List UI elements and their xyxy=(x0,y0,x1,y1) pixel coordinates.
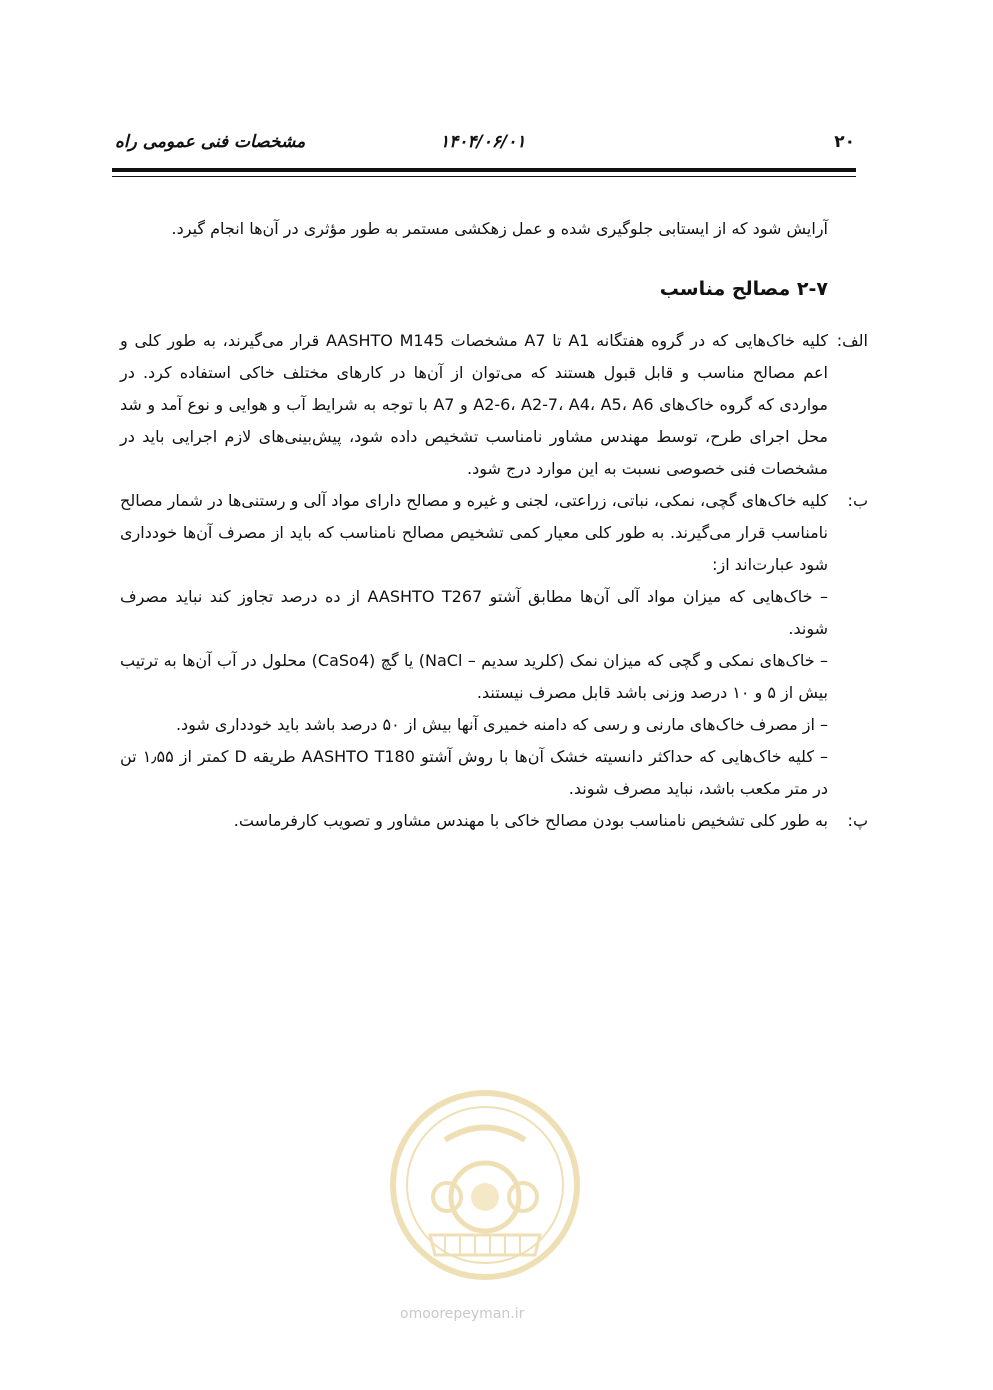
header-rule-thick xyxy=(112,168,856,172)
item-marker: پ: xyxy=(847,811,868,830)
page-header xyxy=(115,128,855,158)
list-item xyxy=(120,485,868,581)
item-marker: ب: xyxy=(847,491,868,510)
item-text: کلیه خاک‌هایی که در گروه هفتگانه A1 تا A7 مشخصات AASHTO M145 قرار می‌گیرند، به طور کلی و اعم مصالح مناسب و قابل قبول هستند که می‌توان از آن‌ها در کارهای مختلف خاکی استفاده کرد. در مواردی که گروه خاک‌های A2-6، A2-7، A4، A5، A6 و A7 با توجه به شرایط آب و هوایی و نوع آمد و شد محل اجرای طرح، توسط مهندس مشاور نامناسب تشخیص داده شود، پیش‌بینی‌های لازم اجرایی باید در مشخصات فنی خصوصی نسبت به این موارد درج شود. xyxy=(120,331,829,478)
item-text: به طور کلی تشخیص نامناسب بودن مصالح خاکی با مهندس مشاور و تصویب کارفرماست. xyxy=(233,811,828,830)
dash-item: – کلیه خاک‌هایی که حداکثر دانسیته خشک آن‌ها با روش آشتو AASHTO T180 طریقه D کمتر از ۱٫۵۵ تن در متر مکعب باشد، نباید مصرف شوند. xyxy=(120,747,829,798)
item-text: کلیه خاک‌های گچی، نمکی، نباتی، زراعتی، لجنی و غیره و مصالح دارای مواد آلی و رستنی‌ها در شمار مصالح نامناسب قرار می‌گیرند. به طور کلی معیار کمی تشخیص مصالح نامناسب که باید از مصرف آن‌ها خودداری شود عبارت‌اند از: xyxy=(120,491,828,574)
dash-item: – خاک‌هایی که میزان مواد آلی آن‌ها مطابق آشتو AASHTO T267 از ده درصد تجاوز کند نباید مصرف شوند. xyxy=(120,587,828,638)
section-heading: ۲-۷ مصالح مناسب xyxy=(659,278,828,300)
header-rule-thin xyxy=(112,176,856,177)
intro-paragraph: آرایش شود که از ایستابی جلوگیری شده و عمل زهکشی مستمر به طور مؤثری در آن‌ها انجام گیرد. xyxy=(171,219,828,238)
document-body xyxy=(120,213,868,837)
list-item xyxy=(120,325,868,485)
watermark-url: omoorepeyman.ir xyxy=(400,1306,525,1322)
list-item xyxy=(120,805,868,837)
header-title: مشخصات فنی عمومی راه xyxy=(115,132,306,152)
header-date: ۱۴۰۴/۰۶/۰۱ xyxy=(440,132,526,152)
item-marker: الف: xyxy=(836,331,868,350)
dash-item: – از مصرف خاک‌های مارنی و رسی که دامنه خمیری آنها بیش از ۵۰ درصد باشد باید خودداری شود. xyxy=(175,715,828,734)
dash-item: – خاک‌های نمکی و گچی که میزان نمک (کلرید سدیم – NaCl) یا گچ (CaSo4) محلول در آب آن‌ها به ترتیب بیش از ۵ و ۱۰ درصد وزنی باشد قابل مصرف نیستند. xyxy=(120,651,829,702)
watermark-seal-icon xyxy=(385,1085,585,1285)
page-number: ۲۰ xyxy=(834,132,855,152)
